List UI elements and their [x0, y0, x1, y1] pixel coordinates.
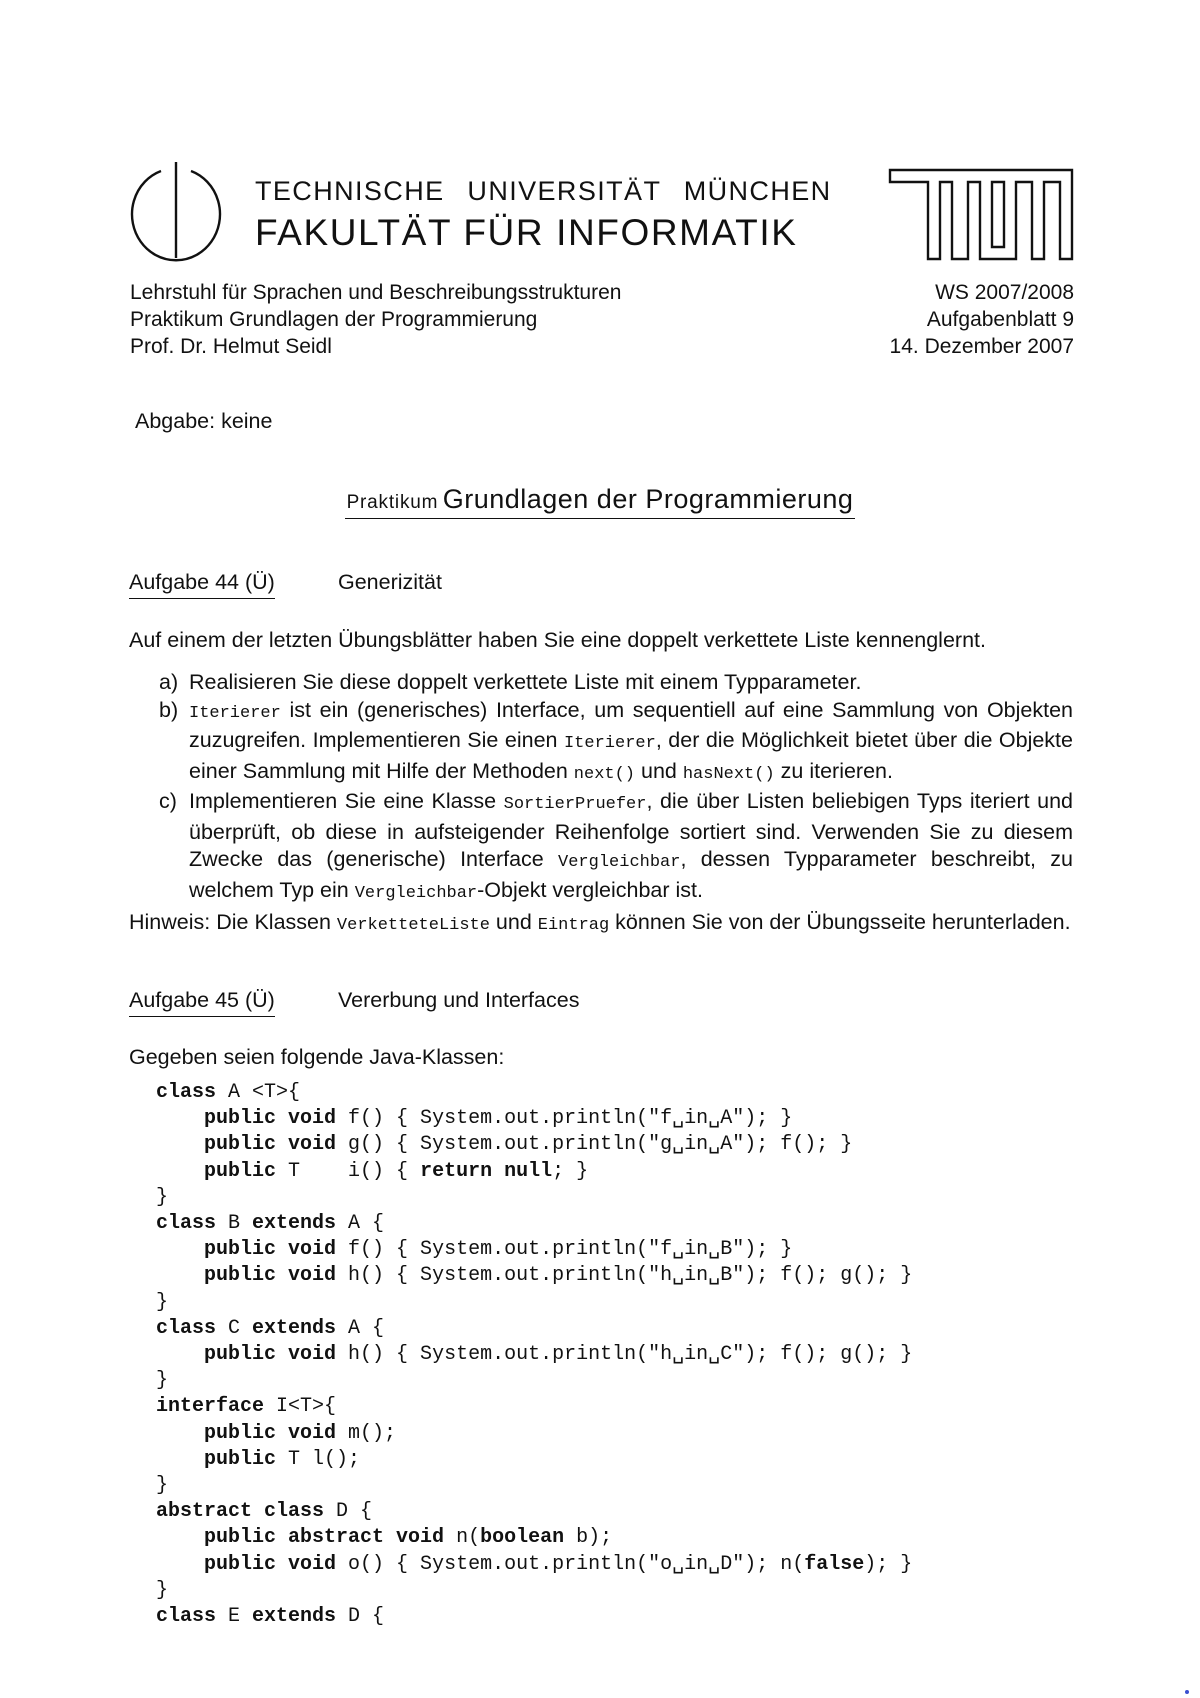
code-line: interface I<T>{ — [156, 1395, 337, 1419]
code-line: public void o() { System.out.println("o␣in␣D"); n(false); } — [204, 1552, 913, 1576]
hint-text-2: und — [489, 910, 538, 934]
java-code-listing — [156, 1080, 912, 1630]
code-line: public void h() { System.out.println("h␣in␣B"); f(); g(); } — [204, 1264, 913, 1288]
code-hasnext: hasNext() — [682, 764, 775, 784]
code-line: class C extends A { — [156, 1316, 385, 1340]
code-vergleichbar-2: Vergleichbar — [354, 883, 478, 903]
code-line: public void m(); — [204, 1421, 397, 1445]
hint-text-1: Hinweis: Die Klassen — [129, 910, 337, 934]
code-line: class A <T>{ — [156, 1081, 301, 1104]
sheet-date: 14. Dezember 2007 — [889, 335, 1074, 358]
code-sortierpruefer: SortierPruefer — [503, 795, 647, 814]
task-44-name: Generizität — [338, 570, 442, 594]
task-44-label: Aufgabe 44 — [129, 570, 239, 594]
code-line: public void f() { System.out.println("f␣in␣B"); } — [204, 1238, 793, 1262]
subtask-c-text-2: , die über Listen beliebigen Typs iteriert und überprüft, ob diese in aufsteigender Reihenfolge sortiert sind. Verwenden Sie zu diesem Zwecke das (generische) Interface — [189, 789, 1073, 871]
code-line: } — [156, 1185, 169, 1209]
header-right-block — [890, 279, 1074, 360]
hint-text-3: können Sie von der Übungsseite herunterladen. — [609, 910, 1071, 934]
code-line: public T l(); — [204, 1447, 361, 1471]
faculty-name: FAKULTÄT FÜR INFORMATIK — [255, 212, 798, 253]
subtask-b — [129, 697, 1073, 789]
university-seal-logo — [128, 160, 224, 264]
task-45-name: Vererbung und Interfaces — [338, 988, 580, 1012]
subtask-b-mark: b) — [159, 697, 179, 722]
subtask-c-text-1: Implementieren Sie eine Klasse — [189, 789, 504, 813]
subtask-c-text-4: -Objekt vergleichbar ist. — [477, 877, 703, 902]
task-44-type: (Ü) — [244, 570, 275, 594]
tum-logo — [888, 168, 1074, 268]
title-prefix: Praktikum — [346, 492, 439, 513]
submission-note: Abgabe: keine — [135, 409, 273, 433]
task-45-intro: Gegeben seien folgende Java-Klassen: — [129, 1045, 505, 1069]
university-name: TECHNISCHE UNIVERSITÄT MÜNCHEN — [255, 176, 832, 206]
subtask-a — [129, 669, 1073, 697]
code-verkettete-liste: VerketteteListe — [336, 916, 490, 935]
code-line: public void g() { System.out.println("g␣in␣A"); f(); } — [204, 1133, 853, 1157]
code-line: } — [156, 1290, 169, 1314]
code-line: public T i() { return null; } — [204, 1159, 589, 1183]
task-44-heading — [129, 570, 442, 599]
code-line: public abstract void n(boolean b); — [204, 1526, 613, 1550]
subtask-a-text: Realisieren Sie diese doppelt verkettete Liste mit einem Typparameter. — [189, 670, 862, 694]
sheet-number: Aufgabenblatt 9 — [926, 308, 1074, 331]
chair-name: Lehrstuhl für Sprachen und Beschreibungsstrukturen — [130, 281, 622, 304]
subtask-c-text-3: , dessen Typparameter beschreibt, zu welchem Typ ein — [189, 847, 1074, 902]
code-iterierer-2: Iterierer — [563, 734, 656, 753]
subtask-b-text-3: und — [635, 758, 683, 783]
code-next: next() — [573, 764, 636, 784]
course-name: Praktikum Grundlagen der Programmierung — [130, 308, 538, 331]
subtask-b-text-1: ist ein (generisches) Interface, um sequentiell auf eine Sammlung von Objekten zuzugreifen. Implementieren Sie einen — [189, 697, 1073, 752]
code-line: } — [156, 1369, 169, 1393]
subtask-b-text-2: , der die Möglichkeit bietet über die Objekte einer Sammlung mit Hilfe der Methoden — [189, 728, 1073, 783]
semester: WS 2007/2008 — [935, 281, 1074, 304]
code-iterierer: Iterierer — [189, 703, 281, 723]
stray-dot-mark — [1185, 1690, 1189, 1694]
task-44-subtasks — [129, 669, 1073, 907]
code-vergleichbar: Vergleichbar — [558, 853, 681, 872]
task-45-heading — [129, 988, 580, 1017]
code-line: class B extends A { — [156, 1212, 385, 1236]
code-line: public void h() { System.out.println("h␣in␣C"); f(); g(); } — [204, 1343, 913, 1367]
task-44-intro: Auf einem der letzten Übungsblätter haben Sie eine doppelt verkettete Liste kennenglernt. — [129, 628, 986, 652]
subtask-b-text-4: zu iterieren. — [774, 758, 893, 783]
code-line: class E extends D { — [156, 1605, 385, 1629]
title-main: Grundlagen der Programmierung — [442, 484, 854, 514]
document-title — [0, 484, 1200, 519]
task-45-label: Aufgabe 45 — [129, 988, 239, 1012]
subtask-a-mark: a) — [159, 670, 179, 694]
subtask-c — [129, 788, 1073, 907]
subtask-c-mark: c) — [159, 789, 177, 813]
header-left-block — [130, 279, 621, 360]
code-line: } — [156, 1578, 169, 1602]
code-line: public void f() { System.out.println("f␣in␣A"); } — [204, 1107, 793, 1131]
code-line: abstract class D { — [156, 1500, 373, 1524]
code-line: } — [156, 1474, 169, 1498]
task-45-type: (Ü) — [244, 988, 275, 1012]
professor-name: Prof. Dr. Helmut Seidl — [130, 335, 332, 358]
task-44-hint — [129, 909, 1073, 940]
code-eintrag: Eintrag — [537, 916, 610, 935]
